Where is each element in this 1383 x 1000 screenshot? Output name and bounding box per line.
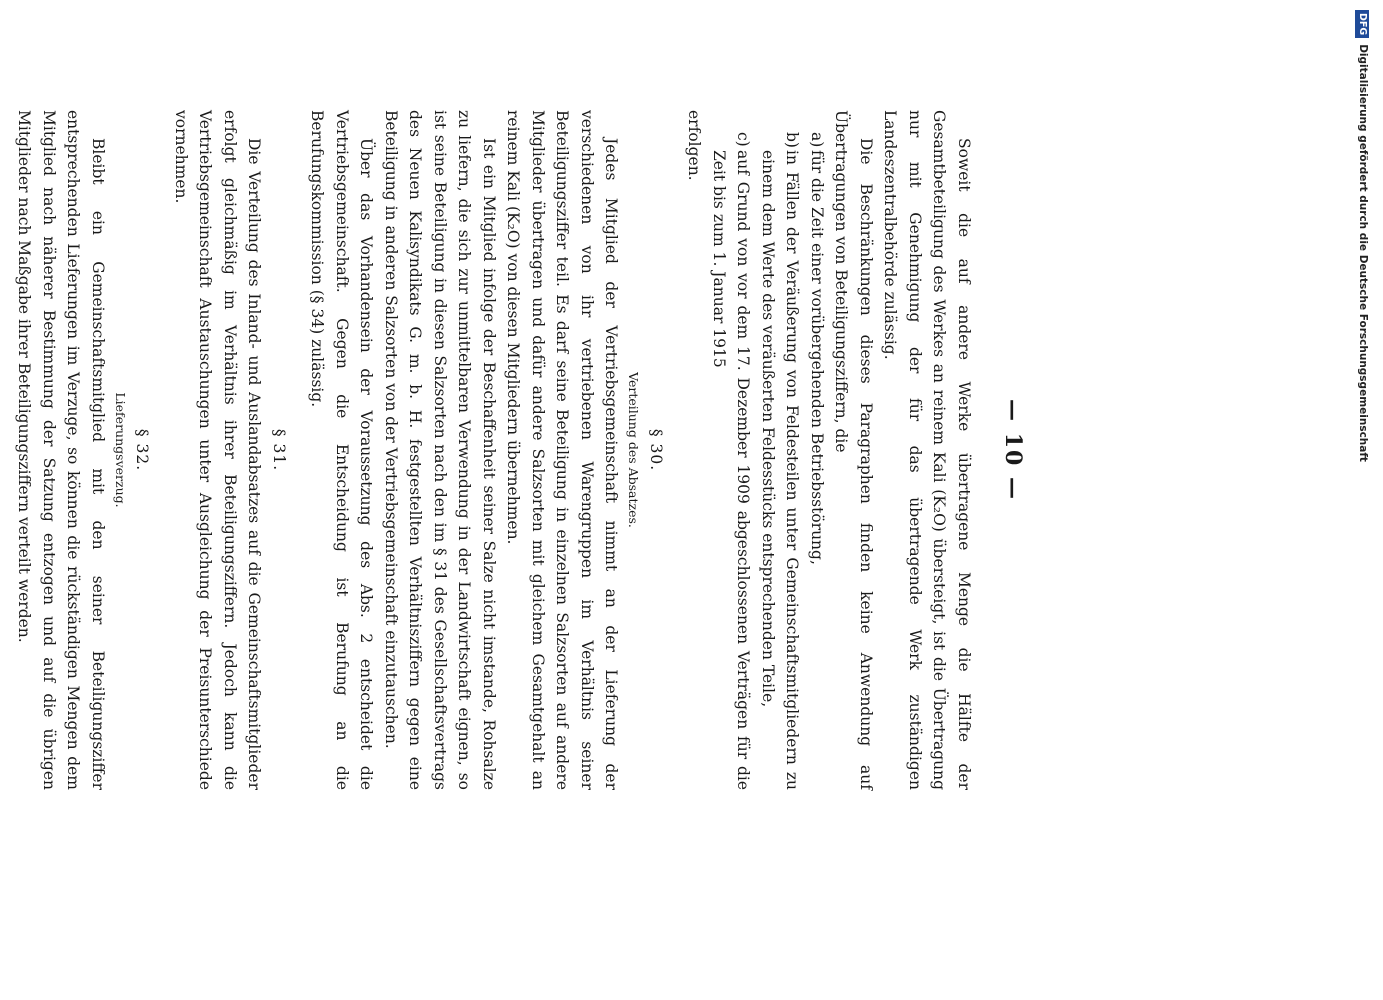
section-heading-31: § 31.	[270, 428, 288, 472]
list-item-text: für die Zeit einer vorübergehenden Betriebsstörung,	[808, 150, 826, 565]
dfg-logo: DFG	[1355, 10, 1369, 38]
paragraph: erfolgen.	[685, 110, 704, 181]
list-item-label: a)	[808, 132, 826, 148]
paragraph: Soweit die auf andere Werke übertragene Menge die Hälfte der Gesamtbeteiligung des Werkes an reinem Kali (K₂O) übersteigt, ist die Übertragung nur mit Genehmigung der für das übertragende Werk zuständigen Landeszentralbehörde zulässig.	[881, 110, 973, 790]
paragraph: Die Beschränkungen dieses Paragraphen finden keine Anwendung auf Übertragungen von Beteiligungsziffern, die	[832, 110, 875, 790]
list-item	[805, 110, 830, 790]
paragraph: Die Verteilung des Inland- und Auslandabsatzes auf die Gemeinschaftsmitglieder erfolgt gleichmäßig im Verhältnis ihrer Beteiligungsziffern. Jedoch kann die Vertriebsgemeinschaft Austauschungen unter Ausgleichung der Preisunterschiede vornehmen.	[172, 110, 264, 790]
page-number: — 10 —	[1000, 399, 1026, 501]
paragraph: Ist ein Mitglied infolge der Beschaffenheit seiner Salze nicht imstande, Rohsalze zu liefern, die sich zur unmittelbaren Verwendung in der Landwirtschaft eignen, so ist seine Beteiligung in diesen Salzsorten nach den im § 31 des Gesellschaftsvertrags des Neuen Kalisyndikats G. m. b. H. festgestellten Verhältnisziffern gegen eine Beteiligung in anderen Salzsorten von der Vertriebsgemeinschaft einzutauschen.	[382, 110, 498, 790]
list-item	[707, 110, 756, 790]
list-item-text: in Fällen der Veräußerung von Feldesteilen unter Gemeinschaftsmitgliedern zu einem dem Werte des veräußerten Feldesstücks entsprechenden Teile,	[759, 150, 802, 790]
credit-text: Digitalisierung gefördert durch die Deutsche Forschungsgemeinschaft	[1357, 44, 1369, 462]
list-item-label: c)	[734, 132, 753, 147]
list-item-label: b)	[783, 132, 802, 148]
list-item-text: auf Grund von vor dem 17. Dezember 1909 abgeschlossenen Verträgen für die Zeit bis zum 1. Januar 1915	[710, 150, 753, 790]
section-heading-30: § 30.	[647, 428, 665, 472]
paragraph: Über das Vorhandensein der Voraussetzung des Abs. 2 entscheidet die Vertriebsgemeinschaft. Gegen die Entscheidung ist Berufung an die Berufungskommission (§ 34) zulässig.	[308, 110, 376, 790]
digitization-credit	[1356, 10, 1370, 710]
paragraph: Bleibt ein Gemeinschaftsmitglied mit den seiner Beteiligungsziffer entsprechenden Lieferungen im Verzuge, so können die rückständigen Mengen dem Mitglied nach näherer Bestimmung der Satzung entzogen und auf die übrigen Mitglieder nach Maßgabe ihrer Beteiligungsziffern verteilt werden.	[15, 110, 107, 790]
section-heading-32: § 32.	[133, 428, 152, 472]
paragraph: Jedes Mitglied der Vertriebsgemeinschaft nimmt an der Lieferung der verschiedenen von ihr vertriebenen Warengruppen im Verhältnis seiner Beteiligungsziffer teil. Es darf seine Beteiligung in einzelnen Salzsorten auf andere Mitglieder übertragen und dafür andere Salzsorten mit gleichem Gesamtgehalt an reinem Kali (K₂O) von diesen Mitgliedern übernehmen.	[504, 110, 621, 790]
list-item	[756, 110, 805, 790]
section-subheading: Verteilung des Absatzes.	[626, 372, 642, 528]
section-subheading: Lieferungsverzug.	[113, 392, 128, 508]
document-body	[0, 110, 976, 790]
rotated-document-page	[0, 110, 1026, 790]
